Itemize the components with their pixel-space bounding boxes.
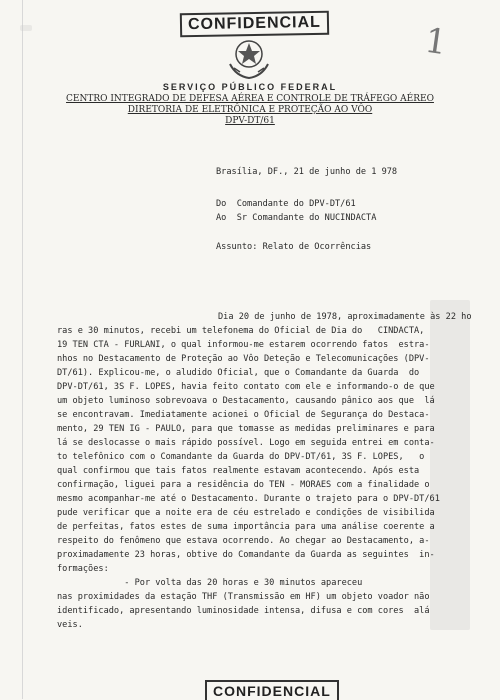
date-place: Brasília, DF., 21 de junho de 1 978 [216, 167, 398, 177]
body-line: formações: [57, 564, 109, 574]
confidential-stamp-bottom: CONFIDENCIAL [205, 680, 339, 700]
body-line: pude verificar que a noite era de céu estrelado e condições de visibilida [57, 508, 435, 518]
body-line: qual confirmou que tais fatos realmente estavam acontecendo. Após esta [57, 466, 420, 476]
confidential-stamp-top: CONFIDENCIAL [180, 11, 329, 38]
body-line: DT/61). Explicou-me, o aludido Oficial, que o Comandante da Guarda do [57, 368, 420, 378]
body-line: de perfeitas, fatos estes de suma importância para uma análise coerente a [57, 522, 435, 532]
subject: Assunto: Relato de Ocorrências [216, 242, 372, 252]
scan-speck [20, 25, 32, 31]
body-line: veis. [57, 620, 83, 630]
sender: Do Comandante do DPV-DT/61 [216, 199, 356, 209]
body-line: mesmo acompanhar-me até o Destacamento. Durante o trajeto para o DPV-DT/61 [57, 494, 440, 504]
page-number: 1 [422, 20, 450, 64]
scan-shadow [430, 300, 470, 630]
body-line: 19 TEN CTA - FURLANI, o qual informou-me estarem ocorrendo fatos estra- [57, 340, 430, 350]
body-line: mento, 29 TEN IG - PAULO, para que tomasse as medidas preliminares e para [57, 424, 435, 434]
body-line: ras e 30 minutos, recebi um telefonema do Oficial de Dia do CINDACTA, [57, 326, 425, 336]
body-line: lá se deslocasse o mais rápido possível. Logo em seguida entrei em conta- [57, 438, 435, 448]
body-line: Dia 20 de junho de 1978, aproximadamente às 22 ho [218, 312, 472, 322]
header-directorate: DIRETORIA DE ELETRÔNICA E PROTEÇÃO AO VÔO [127, 105, 373, 115]
body-line: - Por volta das 20 horas e 30 minutos apareceu [57, 578, 363, 588]
body-line: confirmação, liguei para a residência do TEN - MORAES com a finalidade o [57, 480, 430, 490]
header-service: SERVIÇO PÚBLICO FEDERAL [162, 82, 338, 92]
body-line: nhos no Destacamento de Proteção ao Vôo Deteção e Telecomunicações (DPV- [57, 354, 430, 364]
coat-of-arms-icon [224, 34, 274, 82]
body-line: proximadamente 23 horas, obtive do Comandante da Guarda as seguintes in- [57, 550, 435, 560]
header-center: CENTRO INTEGRADO DE DEFESA AÉREA E CONTROLE DE TRÁFEGO AÉREO [66, 94, 434, 104]
body-line: nas proximidades da estação THF (Transmissão em HF) um objeto voador não [57, 592, 430, 602]
body-line: identificado, apresentando luminosidade intensa, difusa e com cores alá [57, 606, 430, 616]
header-code: DPV-DT/61 [225, 116, 275, 126]
body-line: DPV-DT/61, 3S F. LOPES, havia feito contato com ele e informando-o de que [57, 382, 435, 392]
body-line: um objeto luminoso sobrevoava o Destacamento, causando pânico aos que lá [57, 396, 435, 406]
recipient: Ao Sr Comandante do NUCINDACTA [216, 213, 377, 223]
body-line: respeito do fenômeno que estava ocorrendo. Ao chegar ao Destacamento, a- [57, 536, 430, 546]
body-line: to telefônico com o Comandante da Guarda do DPV-DT/61, 3S F. LOPES, o [57, 452, 425, 462]
body-line: se encontravam. Imediatamente acionei o Oficial de Segurança do Destaca- [57, 410, 430, 420]
